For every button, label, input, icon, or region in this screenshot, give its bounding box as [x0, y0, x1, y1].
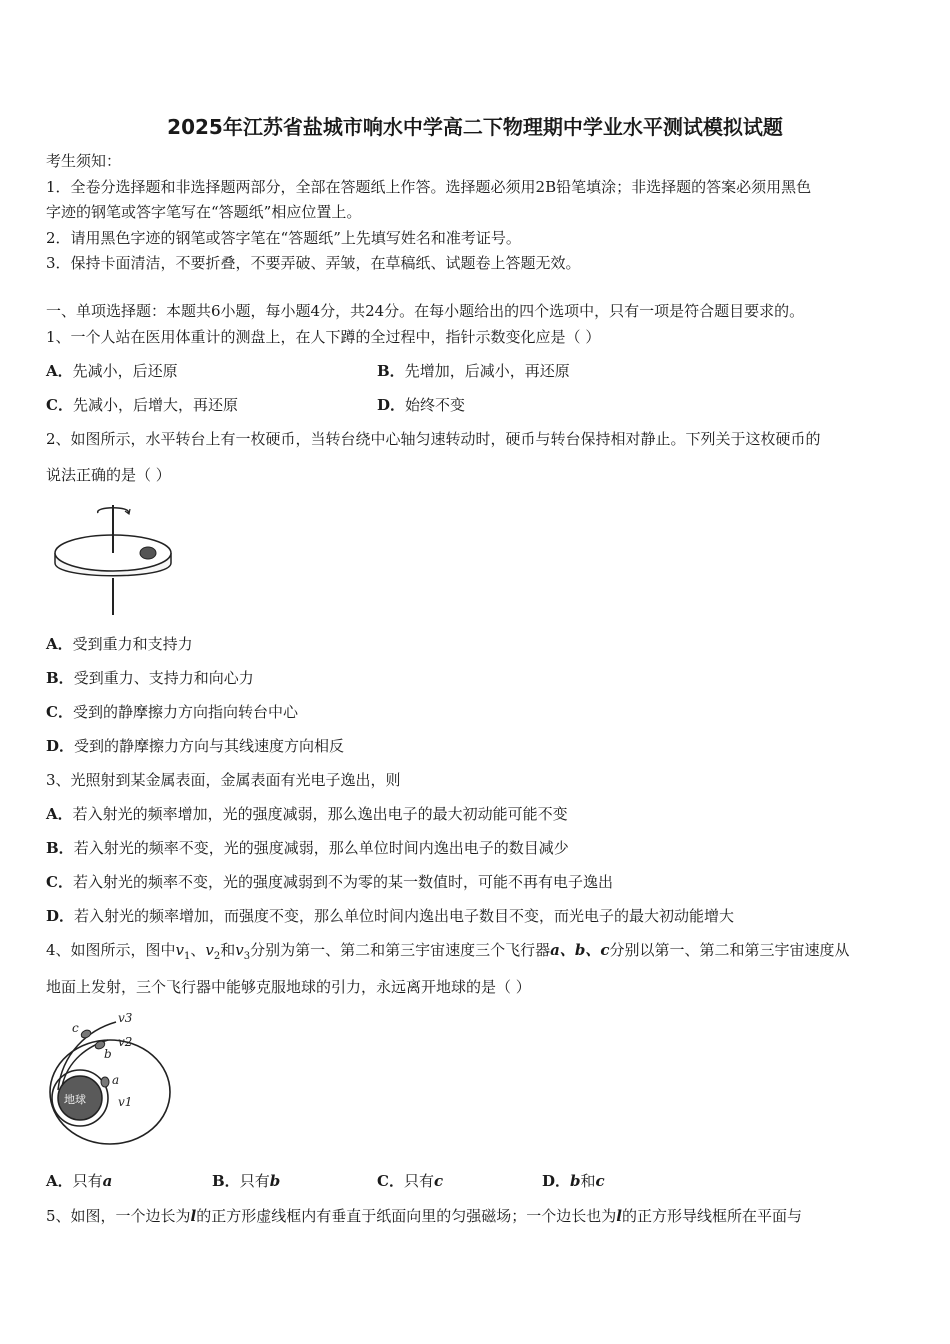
label-v1: v1: [118, 1095, 133, 1109]
q1-option-a: [46, 361, 178, 381]
option-text: 只有: [239, 1172, 270, 1190]
option-label: A．: [46, 635, 73, 653]
option-text: 先增加，后减小，再还原: [404, 362, 570, 380]
notice-item-3: 3．保持卡面清洁，不要折叠，不要弄破、弄皱，在草稿纸、试题卷上答题无效。: [46, 254, 581, 272]
option-text: 若入射光的频率增加，而强度不变，那么单位时间内逸出电子数目不变，而光电子的最大初动能增大: [74, 907, 735, 925]
option-text: 和: [580, 1172, 596, 1190]
option-label: B．: [46, 669, 74, 687]
option-label: B．: [46, 839, 74, 857]
question-4-stem-line-2: 地面上发射，三个飞行器中能够克服地球的引力，永远离开地球的是（ ）: [46, 978, 531, 996]
v3-symbol: v: [235, 941, 244, 959]
q5-stem-part: 的正方形导线框所在平面与: [621, 1207, 802, 1225]
q4-sep: 、: [190, 941, 206, 959]
option-label: D．: [377, 396, 406, 414]
label-a: a: [112, 1073, 120, 1087]
question-4-stem-line-1: [46, 940, 850, 967]
earth-label: 地球: [64, 1093, 86, 1106]
q4-option-b: [212, 1171, 280, 1191]
option-label: B．: [212, 1172, 240, 1190]
q2-option-a: [46, 634, 193, 654]
v2-symbol: v: [205, 941, 214, 959]
page-title: 2025年江苏省盐城市响水中学高二下物理期中学业水平测试模拟试题: [167, 115, 783, 139]
label-v3: v3: [118, 1011, 133, 1025]
turntable-figure: [50, 503, 180, 618]
var-l: l: [190, 1207, 197, 1225]
option-text: 若入射光的频率不变，光的强度减弱到不为零的某一数值时，可能不再有电子逸出: [72, 873, 613, 891]
option-var: c: [433, 1172, 444, 1190]
q4-stem-part: 分别以第一、第二和第三宇宙速度从: [609, 941, 850, 959]
option-var: b: [570, 1172, 581, 1190]
option-text: 若入射光的频率增加，光的强度减弱，那么逸出电子的最大初动能可能不变: [72, 805, 568, 823]
question-2-stem-line-1: 2、如图所示，水平转台上有一枚硬币，当转台绕中心轴匀速转动时，硬币与转台保持相对静止。下列关于这枚硬币的: [46, 430, 821, 448]
v3-subscript: 3: [243, 951, 251, 962]
q1-option-c: [46, 395, 238, 415]
label-b: b: [104, 1047, 112, 1061]
option-text: 只有: [72, 1172, 103, 1190]
q4-stem-part: 分别为第一、第二和第三宇宙速度三个飞行器: [250, 941, 551, 959]
v1-symbol: v: [175, 941, 185, 959]
option-var: b: [269, 1172, 281, 1190]
q4-abc: a、b、c: [550, 941, 610, 959]
option-text: 受到的静摩擦力方向与其线速度方向相反: [74, 737, 345, 755]
option-text: 受到的静摩擦力方向指向转台中心: [72, 703, 298, 721]
label-c: c: [72, 1021, 79, 1035]
option-var: c: [595, 1172, 605, 1190]
section-heading: 一、单项选择题：本题共6小题，每小题4分，共24分。在每小题给出的四个选项中，只有一项是符合题目要求的。: [46, 302, 805, 320]
option-label: C．: [377, 1172, 404, 1190]
q4-option-c: [377, 1171, 443, 1191]
option-label: C．: [46, 703, 73, 721]
option-label: D．: [542, 1172, 571, 1190]
q1-option-d: [377, 395, 465, 415]
option-text: 先减小，后增大，再还原: [72, 396, 238, 414]
option-label: A．: [46, 805, 73, 823]
notice-item-2: 2．请用黑色字迹的钢笔或答字笔在“答题纸”上先填写姓名和准考证号。: [46, 229, 521, 247]
q2-option-b: [46, 668, 254, 688]
option-text: 只有: [403, 1172, 434, 1190]
option-label: D．: [46, 907, 75, 925]
craft-a-icon: [101, 1077, 109, 1087]
q4-option-a: [46, 1171, 112, 1191]
q4-and: 和: [220, 941, 236, 959]
q3-option-d: [46, 906, 734, 926]
notice-heading: 考生须知：: [46, 152, 122, 170]
q2-option-c: [46, 702, 298, 722]
option-text: 受到重力和支持力: [72, 635, 193, 653]
question-3-stem: 3、光照射到某金属表面，金属表面有光电子逸出，则: [46, 771, 401, 789]
option-label: A．: [46, 1172, 73, 1190]
coin-icon: [140, 547, 156, 559]
q3-option-a: [46, 804, 568, 824]
q4-option-d: [542, 1171, 605, 1191]
option-label: B．: [377, 362, 405, 380]
v2-subscript: 2: [213, 951, 221, 962]
notice-item-1-line-1: 1．全卷分选择题和非选择题两部分，全部在答题纸上作答。选择题必须用2B铅笔填涂；非选择题的答案必须用黑色: [46, 178, 812, 196]
q3-option-b: [46, 838, 569, 858]
option-label: D．: [46, 737, 75, 755]
v1-subscript: 1: [184, 951, 191, 962]
notice-item-1-line-2: 字迹的钢笔或答字笔写在“答题纸”相应位置上。: [46, 203, 362, 221]
label-v2: v2: [118, 1035, 133, 1049]
question-5-stem: [46, 1206, 802, 1226]
question-2-stem-line-2: 说法正确的是（ ）: [46, 466, 171, 484]
orbit-figure: [48, 1008, 173, 1148]
var-l: l: [616, 1207, 622, 1225]
craft-c-icon: [80, 1029, 92, 1040]
option-text: 先减小，后还原: [72, 362, 178, 380]
option-text: 始终不变: [405, 396, 466, 414]
option-label: C．: [46, 396, 73, 414]
q4-stem-part: 4、如图所示，图中: [46, 941, 176, 959]
q5-stem-part: 5、如图，一个边长为: [46, 1207, 191, 1225]
q1-option-b: [377, 361, 570, 381]
question-1-stem: 1、一个人站在医用体重计的测盘上，在人下蹲的全过程中，指针示数变化应是（ ）: [46, 328, 601, 346]
option-text: 受到重力、支持力和向心力: [73, 669, 254, 687]
option-label: A．: [46, 362, 73, 380]
option-text: 若入射光的频率不变，光的强度减弱，那么单位时间内逸出电子的数目减少: [73, 839, 569, 857]
option-var: a: [102, 1172, 113, 1190]
q2-option-d: [46, 736, 344, 756]
option-label: C．: [46, 873, 73, 891]
q3-option-c: [46, 872, 613, 892]
q5-stem-part: 的正方形虚线框内有垂直于纸面向里的匀强磁场；一个边长也为: [196, 1207, 617, 1225]
